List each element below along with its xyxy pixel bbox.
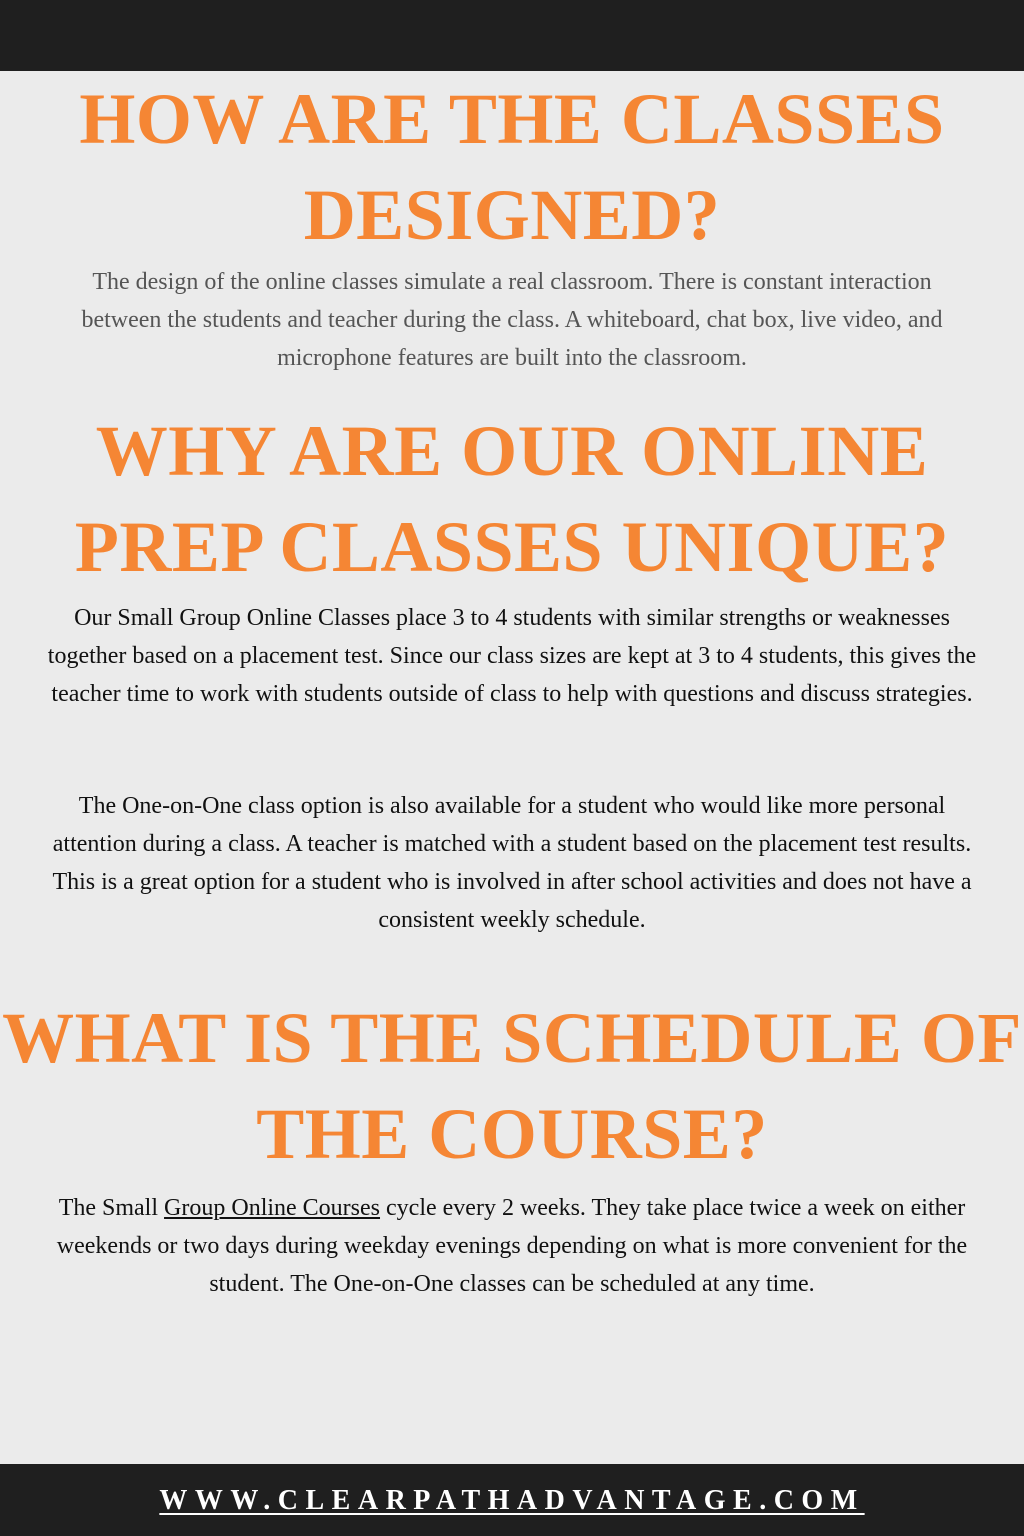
heading-course-schedule: WHAT IS THE SCHEDULE OF THE COURSE? [2,998,1022,1174]
group-online-courses-link[interactable]: Group Online Courses [164,1195,381,1221]
footer-bar [0,1464,1024,1536]
paragraph-small-group: Our Small Group Online Classes place 3 to 4 students with similar strengths or weaknesses together based on a placement test. Since our class sizes are kept at 3 to 4 students, this gives the teacher time to work with students outside of class to help with questions and discuss strategies. [47,605,977,707]
website-link[interactable]: WWW.CLEARPATHADVANTAGE.COM [159,1485,865,1516]
schedule-text-start: The Small [58,1195,165,1221]
heading-classes-unique: WHY ARE OUR ONLINE PREP CLASSES UNIQUE? [74,411,950,587]
paragraph-one-on-one: The One-on-One class option is also available for a student who would like more personal attention during a class. A teacher is matched with a student based on the placement test results. This is a great option for a student who is involved in after school activities and does not have a consistent weekly schedule. [52,793,972,933]
paragraph-schedule [50,1189,974,1303]
paragraph-classes-design: The design of the online classes simulate a real classroom. There is constant interaction between the students and teacher during the class. A whiteboard, chat box, live video, and microphone features are built into the classroom. [81,269,943,371]
footer-url-container [0,1484,1024,1518]
schedule-text-end: cycle every 2 weeks. They take place twice a week on either weekends or two days during weekday evenings depending on what is more convenient for the student. The One-on-One classes can be scheduled at any time. [56,1195,968,1297]
heading-classes-designed: HOW ARE THE CLASSES DESIGNED? [79,79,945,255]
top-bar [0,0,1024,71]
